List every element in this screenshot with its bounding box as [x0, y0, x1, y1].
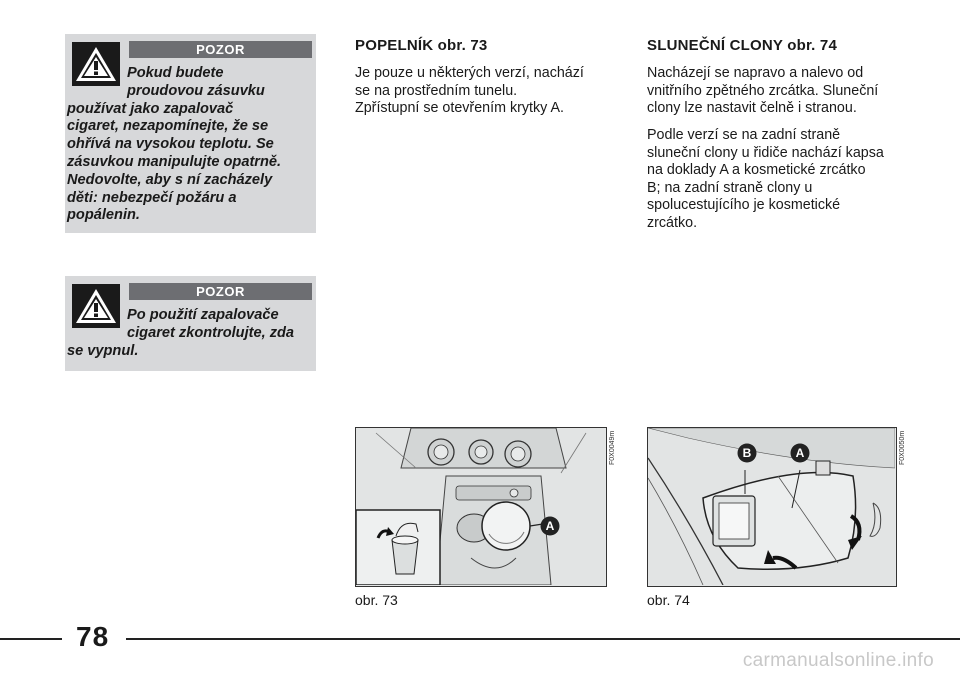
figure-caption: obr. 73: [355, 592, 398, 608]
footer-rule-left: [0, 638, 62, 640]
ashtray-illustration: [356, 428, 605, 585]
visors-heading: SLUNEČNÍ CLONY obr. 74: [647, 37, 837, 54]
warning-label: POZOR: [129, 283, 312, 300]
marker-a-label: A: [545, 519, 555, 533]
figure-sun-visor: [647, 427, 897, 587]
warning-box-lighter-off: [65, 276, 316, 371]
figure-caption: obr. 74: [647, 592, 690, 608]
sun-visor-illustration: [648, 428, 895, 585]
visors-text-1: Nacházejí se napravo a nalevo od vnitřního zpětného zrcátka. Sluneční clony lze nastavit čelně i stranou.: [647, 65, 879, 116]
warning-text: Po použití zapalovače cigaret zkontrolujte, zda se vypnul.: [67, 307, 295, 359]
figure-code: F0X0050m: [899, 430, 906, 465]
ashtray-text: Je pouze u některých verzí, nachází se na prostředním tunelu. Zpřístupní se otevřením krytky A.: [355, 65, 584, 116]
marker-b-label: B: [742, 446, 752, 460]
visors-text-2: Podle verzí se na zadní straně sluneční clony u řidiče nachází kapsa na doklady A a kosmetické zrcátko B; na zadní straně clony u spolucestujícího je kosmetické zrcátko.: [647, 127, 884, 231]
warning-box-lighter: [65, 34, 316, 233]
figure-ashtray: [355, 427, 607, 587]
watermark: carmanualsonline.info: [742, 650, 934, 671]
footer-rule-right: [126, 638, 960, 640]
marker-a-label: A: [795, 446, 805, 460]
ashtray-heading: POPELNÍK obr. 73: [355, 37, 488, 54]
warning-label: POZOR: [129, 41, 312, 58]
warning-text: Pokud budete proudovou zásuvku používat jako zapalovač cigaret, nezapomínejte, že se ohřívá na vysokou teplotu. Se zásuvkou manipulujte opatrně. Nedovolte, aby s ní zacházely děti: nebezpečí požáru a popálenin.: [67, 65, 282, 224]
page-number: 78: [76, 621, 110, 652]
figure-code: F0X0049m: [609, 430, 616, 465]
